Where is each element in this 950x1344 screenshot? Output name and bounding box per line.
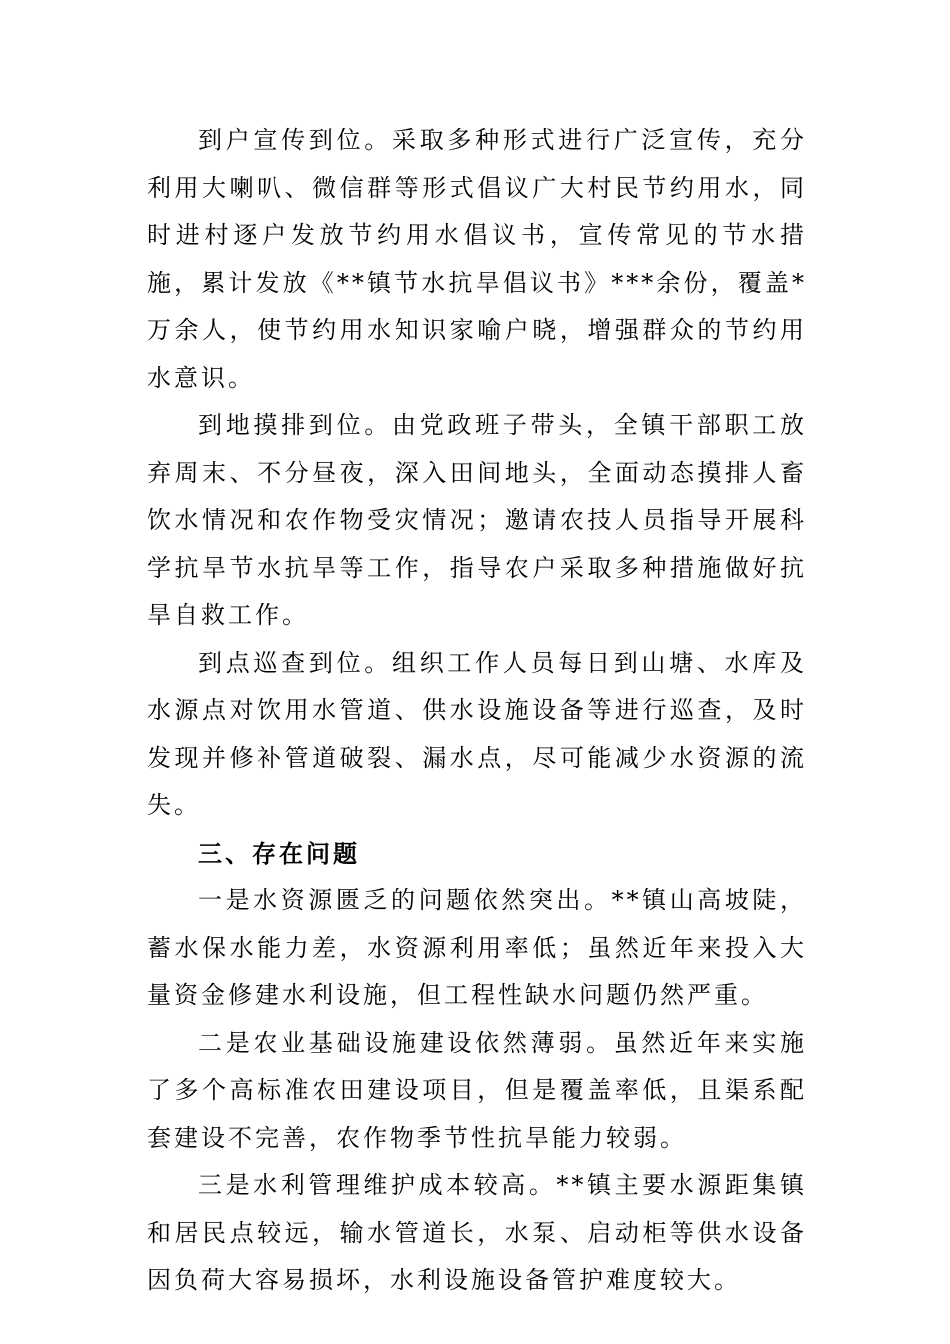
paragraph-site-inspection: 到点巡查到位。组织工作人员每日到山塘、水库及水源点对饮用水管道、供水设施设备等进行巡查，及时发现并修补管道破裂、漏水点，尽可能减少水资源的流失。 (147, 648, 807, 819)
paragraph-problem-water-scarcity: 一是水资源匮乏的问题依然突出。**镇山高坡陡，蓄水保水能力差，水资源利用率低；虽然近年来投入大量资金修建水利设施，但工程性缺水问题仍然严重。 (147, 886, 807, 1009)
section-heading-existing-problems: 三、存在问题 (198, 838, 360, 868)
paragraph-problem-maintenance-cost: 三是水利管理维护成本较高。**镇主要水源距集镇和居民点较远，输水管道长，水泵、启动柜等供水设备因负荷大容易损坏，水利设施设备管护难度较大。 (147, 1171, 807, 1294)
paragraph-household-publicity: 到户宣传到位。采取多种形式进行广泛宣传，充分利用大喇叭、微信群等形式倡议广大村民节约用水，同时进村逐户发放节约用水倡议书，宣传常见的节水措施，累计发放《**镇节水抗旱倡议书》***余份，覆盖*万余人，使节约用水知识家喻户晓，增强群众的节约用水意识。 (147, 126, 807, 392)
paragraph-field-survey: 到地摸排到位。由党政班子带头，全镇干部职工放弃周末、不分昼夜，深入田间地头，全面动态摸排人畜饮水情况和农作物受灾情况；邀请农技人员指导开展科学抗旱节水抗旱等工作，指导农户采取多种措施做好抗旱自救工作。 (147, 411, 807, 629)
document-body (147, 117, 807, 1305)
paragraph-problem-weak-infrastructure: 二是农业基础设施建设依然薄弱。虽然近年来实施了多个高标准农田建设项目，但是覆盖率低，且渠系配套建设不完善，农作物季节性抗旱能力较弱。 (147, 1028, 807, 1152)
